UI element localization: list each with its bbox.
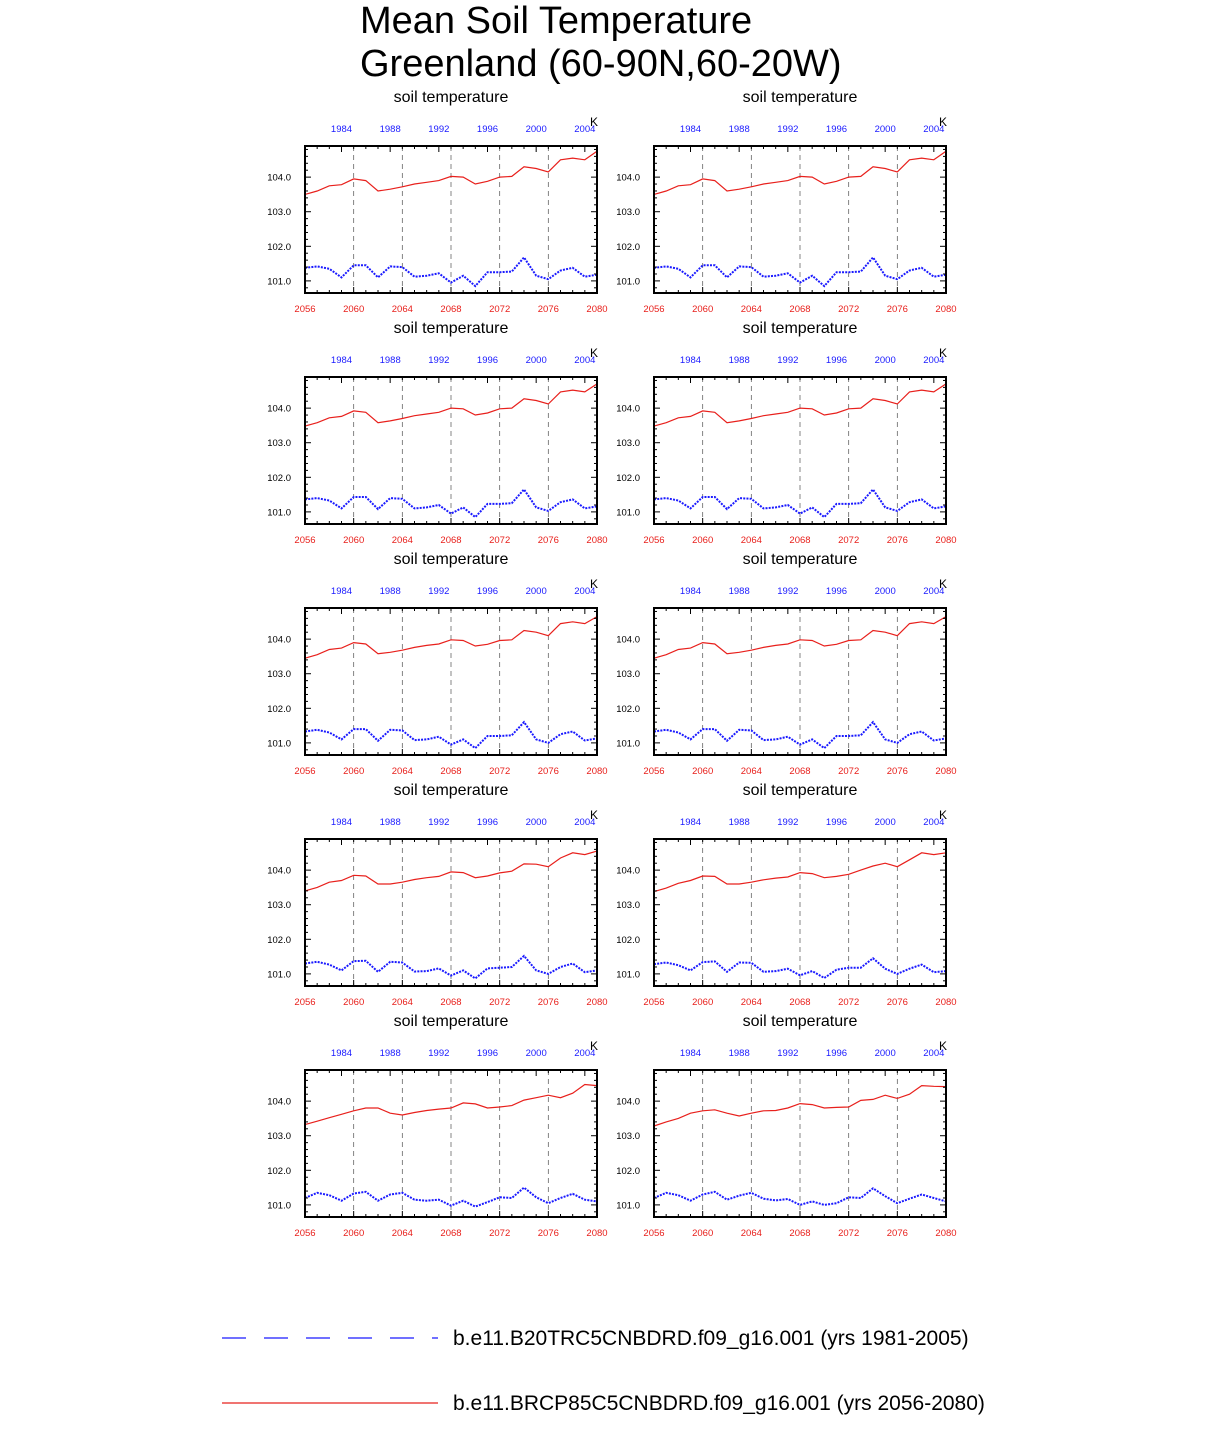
x-tick-label-top: 1996 <box>476 124 499 135</box>
x-tick-label-bottom: 2068 <box>789 1228 811 1239</box>
x-tick-label-top: 1992 <box>777 355 799 366</box>
x-tick-label-bottom: 2072 <box>489 535 511 546</box>
x-tick-label-bottom: 2056 <box>643 997 665 1008</box>
x-tick-label-bottom: 2080 <box>935 535 957 546</box>
x-tick-label-top: 2000 <box>525 817 547 828</box>
x-tick-label-bottom: 2076 <box>886 304 908 315</box>
panel-title: soil temperature <box>393 551 509 568</box>
units-label: K <box>938 808 948 822</box>
y-tick-label: 101.0 <box>267 738 291 750</box>
x-tick-label-bottom: 2060 <box>692 535 714 546</box>
x-tick-label-bottom: 2080 <box>586 1228 608 1239</box>
x-tick-label-top: 1996 <box>476 355 499 366</box>
x-tick-label-bottom: 2072 <box>489 997 511 1008</box>
y-tick-label: 102.0 <box>616 703 640 715</box>
x-tick-label-bottom: 2056 <box>294 304 316 315</box>
legend-future-label: b.e11.BRCP85C5CNBDRD.f09_g16.001 (yrs 2056-2080) <box>453 1392 985 1415</box>
x-tick-label-bottom: 2068 <box>440 766 462 777</box>
y-tick-label: 102.0 <box>616 934 640 946</box>
x-tick-label-top: 1988 <box>728 586 750 597</box>
y-tick-label: 104.0 <box>267 172 291 184</box>
y-tick-label: 104.0 <box>616 172 640 184</box>
y-tick-label: 104.0 <box>267 634 291 646</box>
y-tick-label: 101.0 <box>616 738 640 750</box>
y-tick-label: 103.0 <box>267 1131 291 1143</box>
x-tick-label-top: 2000 <box>525 355 547 366</box>
x-tick-label-bottom: 2064 <box>391 1228 413 1239</box>
y-tick-label: 103.0 <box>267 669 291 681</box>
x-tick-label-bottom: 2056 <box>294 997 316 1008</box>
x-tick-label-bottom: 2060 <box>343 766 365 777</box>
x-tick-label-top: 1996 <box>476 817 499 828</box>
y-tick-label: 102.0 <box>267 703 291 715</box>
panel-title: soil temperature <box>742 1013 858 1030</box>
x-tick-label-top: 1992 <box>428 817 450 828</box>
x-tick-label-top: 2000 <box>525 124 547 135</box>
x-tick-label-top: 1992 <box>428 124 450 135</box>
x-tick-label-bottom: 2076 <box>537 304 559 315</box>
x-tick-label-bottom: 2080 <box>935 766 957 777</box>
x-tick-label-bottom: 2072 <box>838 535 860 546</box>
x-tick-label-bottom: 2068 <box>789 997 811 1008</box>
x-tick-label-bottom: 2068 <box>789 304 811 315</box>
x-tick-label-bottom: 2060 <box>343 997 365 1008</box>
y-tick-label: 102.0 <box>616 1165 640 1177</box>
y-tick-label: 101.0 <box>267 276 291 288</box>
y-tick-label: 101.0 <box>267 507 291 519</box>
x-tick-label-top: 2004 <box>574 1048 596 1059</box>
y-tick-label: 102.0 <box>267 1165 291 1177</box>
x-tick-label-top: 1996 <box>825 586 848 597</box>
x-tick-label-bottom: 2056 <box>294 766 316 777</box>
x-tick-label-bottom: 2060 <box>343 304 365 315</box>
x-tick-label-top: 1996 <box>825 817 848 828</box>
x-tick-label-bottom: 2064 <box>740 997 762 1008</box>
y-tick-label: 103.0 <box>616 669 640 681</box>
x-tick-label-top: 1992 <box>428 586 450 597</box>
x-tick-label-top: 1996 <box>825 355 848 366</box>
y-tick-label: 104.0 <box>267 403 291 415</box>
panel-title: soil temperature <box>393 1013 509 1030</box>
y-tick-label: 103.0 <box>267 207 291 219</box>
x-tick-label-bottom: 2072 <box>838 304 860 315</box>
x-tick-label-bottom: 2080 <box>586 766 608 777</box>
x-tick-label-top: 2004 <box>923 817 945 828</box>
x-tick-label-bottom: 2064 <box>391 535 413 546</box>
y-tick-label: 101.0 <box>616 1200 640 1212</box>
x-tick-label-bottom: 2068 <box>440 535 462 546</box>
units-label: K <box>938 577 948 591</box>
x-tick-label-bottom: 2080 <box>935 304 957 315</box>
y-tick-label: 104.0 <box>616 865 640 877</box>
y-tick-label: 103.0 <box>616 438 640 450</box>
x-tick-label-top: 1988 <box>728 355 750 366</box>
x-tick-label-bottom: 2060 <box>343 1228 365 1239</box>
y-tick-label: 104.0 <box>267 1096 291 1108</box>
x-tick-label-bottom: 2076 <box>886 1228 908 1239</box>
y-tick-label: 102.0 <box>267 241 291 253</box>
y-tick-label: 101.0 <box>616 276 640 288</box>
y-tick-label: 103.0 <box>267 438 291 450</box>
x-tick-label-bottom: 2080 <box>935 1228 957 1239</box>
x-tick-label-top: 2004 <box>923 355 945 366</box>
x-tick-label-top: 2000 <box>525 586 547 597</box>
x-tick-label-bottom: 2072 <box>838 766 860 777</box>
units-label: K <box>938 346 948 360</box>
x-tick-label-top: 1984 <box>330 586 353 597</box>
x-tick-label-top: 2004 <box>574 817 596 828</box>
y-tick-label: 104.0 <box>616 403 640 415</box>
x-tick-label-bottom: 2080 <box>935 997 957 1008</box>
x-tick-label-top: 1988 <box>379 1048 401 1059</box>
x-tick-label-top: 1996 <box>825 1048 848 1059</box>
x-tick-label-bottom: 2064 <box>740 304 762 315</box>
x-tick-label-top: 1996 <box>476 1048 499 1059</box>
x-tick-label-bottom: 2060 <box>692 997 714 1008</box>
x-tick-label-top: 1984 <box>679 355 702 366</box>
y-tick-label: 102.0 <box>267 934 291 946</box>
legend-historical-label: b.e11.B20TRC5CNBDRD.f09_g16.001 (yrs 1981-2005) <box>453 1327 969 1350</box>
x-tick-label-top: 1992 <box>777 124 799 135</box>
x-tick-label-bottom: 2064 <box>740 1228 762 1239</box>
units-label: K <box>938 115 948 129</box>
x-tick-label-top: 2000 <box>874 586 896 597</box>
y-tick-label: 104.0 <box>616 1096 640 1108</box>
x-tick-label-top: 1992 <box>777 1048 799 1059</box>
x-tick-label-top: 1984 <box>679 1048 702 1059</box>
x-tick-label-top: 2000 <box>525 1048 547 1059</box>
x-tick-label-top: 1988 <box>379 124 401 135</box>
x-tick-label-bottom: 2064 <box>391 766 413 777</box>
y-tick-label: 101.0 <box>267 969 291 981</box>
x-tick-label-bottom: 2076 <box>537 766 559 777</box>
x-tick-label-bottom: 2064 <box>740 766 762 777</box>
x-tick-label-top: 1988 <box>379 355 401 366</box>
chart-title: Mean Soil Temperature <box>360 0 753 42</box>
x-tick-label-top: 1992 <box>777 817 799 828</box>
x-tick-label-bottom: 2060 <box>692 766 714 777</box>
x-tick-label-bottom: 2072 <box>489 766 511 777</box>
units-label: K <box>589 577 599 591</box>
units-label: K <box>589 1039 599 1053</box>
x-tick-label-bottom: 2076 <box>537 997 559 1008</box>
x-tick-label-top: 2004 <box>923 1048 945 1059</box>
x-tick-label-bottom: 2060 <box>692 1228 714 1239</box>
x-tick-label-top: 2000 <box>874 355 896 366</box>
x-tick-label-bottom: 2056 <box>643 304 665 315</box>
x-tick-label-top: 1992 <box>428 1048 450 1059</box>
x-tick-label-top: 1984 <box>330 124 353 135</box>
units-label: K <box>589 808 599 822</box>
x-tick-label-bottom: 2068 <box>440 1228 462 1239</box>
units-label: K <box>938 1039 948 1053</box>
x-tick-label-bottom: 2076 <box>537 535 559 546</box>
x-tick-label-bottom: 2064 <box>391 997 413 1008</box>
x-tick-label-bottom: 2072 <box>489 304 511 315</box>
y-tick-label: 104.0 <box>616 634 640 646</box>
x-tick-label-top: 2004 <box>574 355 596 366</box>
x-tick-label-bottom: 2056 <box>294 535 316 546</box>
x-tick-label-bottom: 2072 <box>489 1228 511 1239</box>
x-tick-label-top: 1984 <box>330 1048 353 1059</box>
panel-title: soil temperature <box>393 320 509 337</box>
y-tick-label: 101.0 <box>267 1200 291 1212</box>
x-tick-label-top: 1988 <box>728 1048 750 1059</box>
x-tick-label-top: 1984 <box>330 355 353 366</box>
x-tick-label-top: 2004 <box>923 586 945 597</box>
x-tick-label-top: 2000 <box>874 817 896 828</box>
x-tick-label-bottom: 2072 <box>838 997 860 1008</box>
x-tick-label-top: 1984 <box>679 586 702 597</box>
x-tick-label-bottom: 2068 <box>789 535 811 546</box>
x-tick-label-top: 1996 <box>476 586 499 597</box>
panel-title: soil temperature <box>393 89 509 106</box>
x-tick-label-top: 2000 <box>874 124 896 135</box>
panel-title: soil temperature <box>742 782 858 799</box>
y-tick-label: 103.0 <box>267 900 291 912</box>
y-tick-label: 104.0 <box>267 865 291 877</box>
x-tick-label-top: 2004 <box>923 124 945 135</box>
x-tick-label-bottom: 2068 <box>440 997 462 1008</box>
x-tick-label-bottom: 2080 <box>586 304 608 315</box>
x-tick-label-top: 1984 <box>679 124 702 135</box>
x-tick-label-top: 1996 <box>825 124 848 135</box>
x-tick-label-top: 1992 <box>777 586 799 597</box>
x-tick-label-bottom: 2056 <box>643 535 665 546</box>
x-tick-label-bottom: 2064 <box>391 304 413 315</box>
x-tick-label-bottom: 2068 <box>440 304 462 315</box>
y-tick-label: 103.0 <box>616 207 640 219</box>
x-tick-label-bottom: 2076 <box>537 1228 559 1239</box>
y-tick-label: 103.0 <box>616 900 640 912</box>
x-tick-label-top: 1984 <box>679 817 702 828</box>
x-tick-label-bottom: 2060 <box>692 304 714 315</box>
x-tick-label-bottom: 2076 <box>886 997 908 1008</box>
x-tick-label-bottom: 2076 <box>886 766 908 777</box>
x-tick-label-bottom: 2076 <box>886 535 908 546</box>
y-tick-label: 103.0 <box>616 1131 640 1143</box>
panel-title: soil temperature <box>742 89 858 106</box>
y-tick-label: 101.0 <box>616 507 640 519</box>
chart-subtitle: Greenland (60-90N,60-20W) <box>360 43 842 85</box>
x-tick-label-bottom: 2056 <box>643 766 665 777</box>
y-tick-label: 101.0 <box>616 969 640 981</box>
x-tick-label-bottom: 2056 <box>294 1228 316 1239</box>
y-tick-label: 102.0 <box>616 472 640 484</box>
x-tick-label-top: 1992 <box>428 355 450 366</box>
x-tick-label-bottom: 2056 <box>643 1228 665 1239</box>
y-tick-label: 102.0 <box>267 472 291 484</box>
x-tick-label-bottom: 2072 <box>838 1228 860 1239</box>
y-tick-label: 102.0 <box>616 241 640 253</box>
panel-title: soil temperature <box>393 782 509 799</box>
x-tick-label-top: 1988 <box>379 817 401 828</box>
x-tick-label-top: 2000 <box>874 1048 896 1059</box>
x-tick-label-bottom: 2080 <box>586 997 608 1008</box>
x-tick-label-top: 1988 <box>379 586 401 597</box>
units-label: K <box>589 346 599 360</box>
x-tick-label-bottom: 2068 <box>789 766 811 777</box>
x-tick-label-top: 1988 <box>728 124 750 135</box>
panel-title: soil temperature <box>742 320 858 337</box>
x-tick-label-bottom: 2060 <box>343 535 365 546</box>
units-label: K <box>589 115 599 129</box>
x-tick-label-bottom: 2080 <box>586 535 608 546</box>
x-tick-label-top: 2004 <box>574 124 596 135</box>
panel-title: soil temperature <box>742 551 858 568</box>
x-tick-label-bottom: 2064 <box>740 535 762 546</box>
x-tick-label-top: 1984 <box>330 817 353 828</box>
x-tick-label-top: 1988 <box>728 817 750 828</box>
x-tick-label-top: 2004 <box>574 586 596 597</box>
